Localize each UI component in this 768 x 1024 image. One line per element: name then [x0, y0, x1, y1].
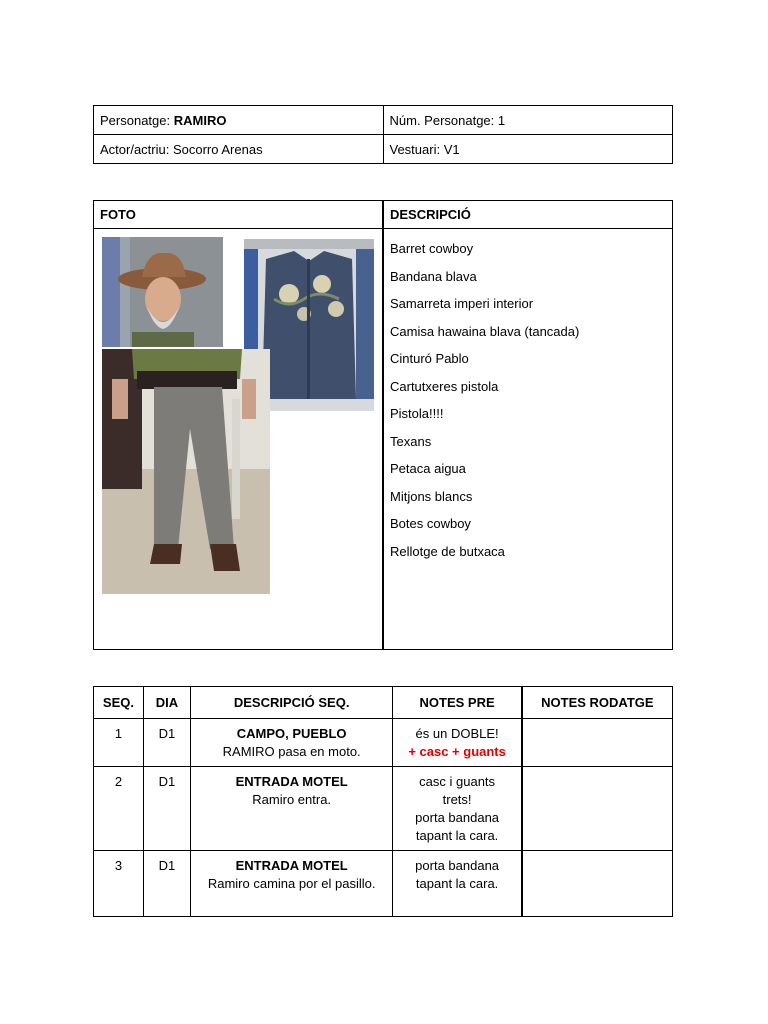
seq-desc: Ramiro camina por el pasillo.	[207, 876, 376, 891]
seq-description-header: DESCRIPCIÓ SEQ.	[190, 687, 393, 719]
costume-item: Cartutxeres pistola	[390, 378, 499, 394]
character-info-table	[93, 105, 673, 164]
notes-pre	[393, 851, 522, 917]
actor-name: Actor/actriu: Socorro Arenas	[94, 135, 384, 164]
costume-version: Vestuari: V1	[383, 135, 673, 164]
costume-item: Barret cowboy	[390, 241, 474, 256]
seq-number: 3	[94, 851, 144, 917]
seq-desc: RAMIRO pasa en moto.	[222, 744, 361, 759]
photo-header: FOTO	[94, 201, 384, 229]
character-label: Personatge:	[100, 112, 171, 128]
description-header: DESCRIPCIÓ	[383, 201, 673, 229]
costume-item: Texans	[390, 433, 432, 449]
seq-description	[190, 767, 393, 851]
seq-desc: Ramiro entra.	[252, 792, 332, 807]
note-line: casc i guants	[419, 774, 496, 789]
description-cell	[383, 229, 673, 650]
costume-item: Botes cowboy	[390, 516, 471, 531]
portrait-photo	[102, 237, 223, 347]
table-row	[94, 851, 673, 917]
full-body-photo	[102, 349, 270, 594]
notes-shooting	[522, 719, 673, 767]
costume-item-list	[384, 229, 672, 565]
notes-pre	[393, 719, 522, 767]
seq-title: ENTRADA MOTEL	[235, 858, 348, 873]
note-line-highlight: + casc + guants	[408, 744, 506, 759]
day-header: DIA	[143, 687, 190, 719]
notes-pre	[393, 767, 522, 851]
notes-shooting	[522, 851, 673, 917]
sequence-header-row	[94, 687, 673, 719]
seq-description	[190, 719, 393, 767]
costume-item: Cinturó Pablo	[390, 351, 469, 366]
table-row	[94, 767, 673, 851]
character-cell	[94, 106, 384, 135]
note-line: porta bandana	[415, 810, 500, 825]
sequence-table	[93, 686, 673, 917]
wardrobe-table	[93, 200, 673, 650]
seq-header: SEQ.	[94, 687, 144, 719]
seq-day: D1	[143, 851, 190, 917]
note-line: tapant la cara.	[415, 876, 499, 891]
notes-shooting	[522, 767, 673, 851]
seq-day: D1	[143, 719, 190, 767]
notes-pre-header: NOTES PRE	[393, 687, 522, 719]
costume-item: Mitjons blancs	[390, 488, 473, 504]
seq-number: 1	[94, 719, 144, 767]
seq-title: CAMPO, PUEBLO	[236, 726, 347, 741]
seq-description	[190, 851, 393, 917]
note-line: trets!	[442, 792, 472, 807]
note-line: tapant la cara.	[415, 828, 499, 843]
photo-cell	[94, 229, 384, 650]
costume-item: Camisa hawaina blava (tancada)	[390, 323, 580, 339]
costume-item: Pistola!!!!	[390, 406, 444, 421]
note-line: porta bandana	[415, 858, 500, 873]
costume-item: Petaca aigua	[390, 461, 466, 476]
character-number: Núm. Personatge: 1	[383, 106, 673, 135]
notes-shooting-header: NOTES RODATGE	[522, 687, 673, 719]
costume-item: Samarreta imperi interior	[390, 296, 534, 311]
table-row	[94, 719, 673, 767]
seq-title: ENTRADA MOTEL	[235, 774, 348, 789]
seq-day: D1	[143, 767, 190, 851]
costume-item: Bandana blava	[390, 268, 477, 284]
note-line: és un DOBLE!	[415, 726, 499, 741]
character-name: RAMIRO	[173, 112, 227, 128]
costume-item: Rellotge de butxaca	[390, 543, 505, 559]
seq-number: 2	[94, 767, 144, 851]
